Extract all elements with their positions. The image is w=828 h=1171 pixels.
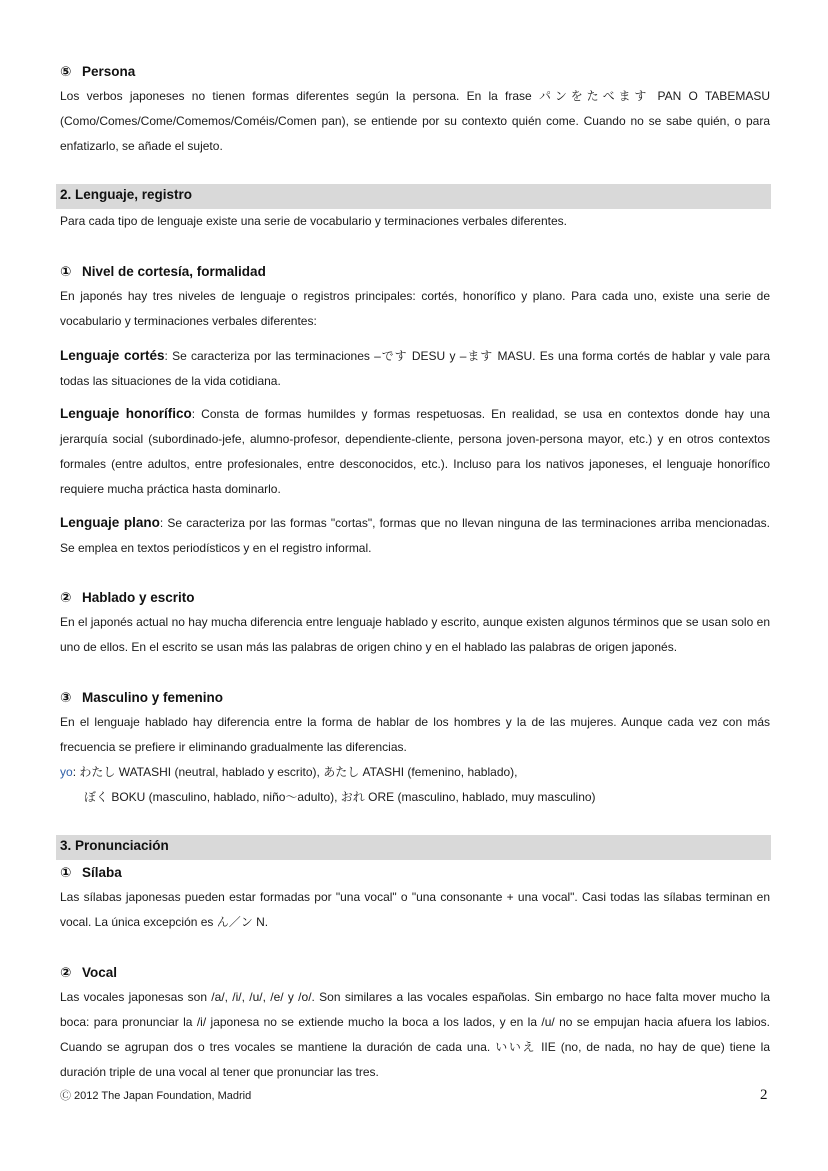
subheading-title: Masculino y femenino <box>82 690 224 705</box>
definition-text: : Consta de formas humildes y formas respetuosas. En realidad, se usa en contextos donde hay una jerarquía social (subordinado-jefe, alumno-profesor, dependiente-cliente, persona joven-persona mayor, etc.) y en otros contextos formales (entre adultos, entre profesionales, entre desconocidos, etc.). Incluso para los nativos japoneses, el lenguaje honorífico requiere mucha práctica hasta dominarlo. <box>60 407 770 496</box>
subheading-title: Hablado y escrito <box>82 590 195 605</box>
subheading-title: Vocal <box>82 965 118 980</box>
term-lenguaje-honorifico: Lenguaje honorífico <box>60 406 192 421</box>
paragraph-hablado-escrito: En el japonés actual no hay mucha diferencia entre lenguaje hablado y escrito, aunque existen algunos términos que se usan solo en uno de ellos. En el escrito se usan más las palabras de origen chino y en el hablado las palabras de origen japonés. <box>60 615 770 654</box>
paragraph-lenguaje-plano <box>60 510 770 561</box>
yo-label: yo <box>60 765 73 779</box>
paragraph-vocal: Las vocales japonesas son /a/, /i/, /u/, /e/ y /o/. Son similares a las vocales españolas. Sin embargo no hace falta mover mucho la boca: para pronunciar la /i/ japonesa no se extiende mucho la boca a los lados, y en la /u/ no se empujan hacia afuera los labios. Cuando se agrupan dos o tres vocales se mantiene la duración de cada una. いいえ IIE (no, de nada, no hay de que) tiene la duración triple de una vocal al tener que pronunciar las tres. <box>60 990 770 1079</box>
term-lenguaje-plano: Lenguaje plano <box>60 515 160 530</box>
paragraph-lenguaje-cortes <box>60 343 770 394</box>
paragraph-persona: Los verbos japoneses no tienen formas diferentes según la persona. En la frase パンをたべます PAN O TABEMASU (Como/Comes/Come/Comemos/Coméis/Comen pan), se entiende por su contexto quién come. Cuando no se sabe quién, o para enfatizarlo, se añade el sujeto. <box>60 89 770 153</box>
paragraph-nivel-cortesia: En japonés hay tres niveles de lenguaje o registros principales: cortés, honorífico y plano. Para cada uno, existe una serie de vocabulario y terminaciones verbales diferentes: <box>60 289 770 328</box>
yo-examples-line-1 <box>60 760 770 785</box>
section-header-lenguaje-registro <box>56 184 771 209</box>
term-lenguaje-cortes: Lenguaje cortés <box>60 348 165 363</box>
circled-number: ⑤ <box>60 64 72 79</box>
subheading-nivel-cortesia <box>60 263 770 281</box>
copyright-footer: Ⓒ 2012 The Japan Foundation, Madrid <box>60 1090 252 1102</box>
subheading-title: Nivel de cortesía, formalidad <box>82 264 266 279</box>
yo-examples-line-2: ぼく BOKU (masculino, hablado, niño～adulto), おれ ORE (masculino, hablado, muy masculino) <box>84 790 596 804</box>
section-title: 3. Pronunciación <box>60 838 169 853</box>
definition-text: : Se caracteriza por las formas "cortas", formas que no llevan ninguna de las terminaciones arriba mencionadas. Se emplea en textos periodísticos y en el registro informal. <box>60 516 770 555</box>
subheading-silaba <box>60 864 770 882</box>
subheading-persona <box>60 63 770 81</box>
definition-text: : Se caracteriza por las terminaciones –です DESU y –ます MASU. Es una forma cortés de hablar y vale para todas las situaciones de la vida cotidiana. <box>60 349 770 388</box>
section-title: 2. Lenguaje, registro <box>60 187 193 202</box>
paragraph-silaba: Las sílabas japonesas pueden estar formadas por "una vocal" o "una consonante + una vocal". Casi todas las sílabas terminan en vocal. La única excepción es ん／ン N. <box>60 890 770 929</box>
subheading-hablado-escrito <box>60 589 770 607</box>
circled-number: ③ <box>60 690 72 705</box>
circled-number: ② <box>60 590 72 605</box>
subheading-masculino-femenino <box>60 689 770 707</box>
paragraph-masculino-femenino: En el lenguaje hablado hay diferencia entre la forma de hablar de los hombres y la de las mujeres. Aunque cada vez con más frecuencia se prefiere ir eliminando gradualmente las diferencias. <box>60 715 770 754</box>
circled-number: ① <box>60 865 72 880</box>
subheading-vocal <box>60 964 770 982</box>
subheading-title: Sílaba <box>82 865 122 880</box>
paragraph-lenguaje-honorifico <box>60 401 770 502</box>
yo-examples-text: : わたし WATASHI (neutral, hablado y escrito), あたし ATASHI (femenino, hablado), <box>72 765 518 779</box>
paragraph-section2-intro: Para cada tipo de lenguaje existe una serie de vocabulario y terminaciones verbales diferentes. <box>60 214 567 228</box>
page-number: 2 <box>760 1087 768 1103</box>
section-header-pronunciacion <box>56 835 771 860</box>
circled-number: ② <box>60 965 72 980</box>
subheading-title: Persona <box>82 64 136 79</box>
circled-number: ① <box>60 264 72 279</box>
